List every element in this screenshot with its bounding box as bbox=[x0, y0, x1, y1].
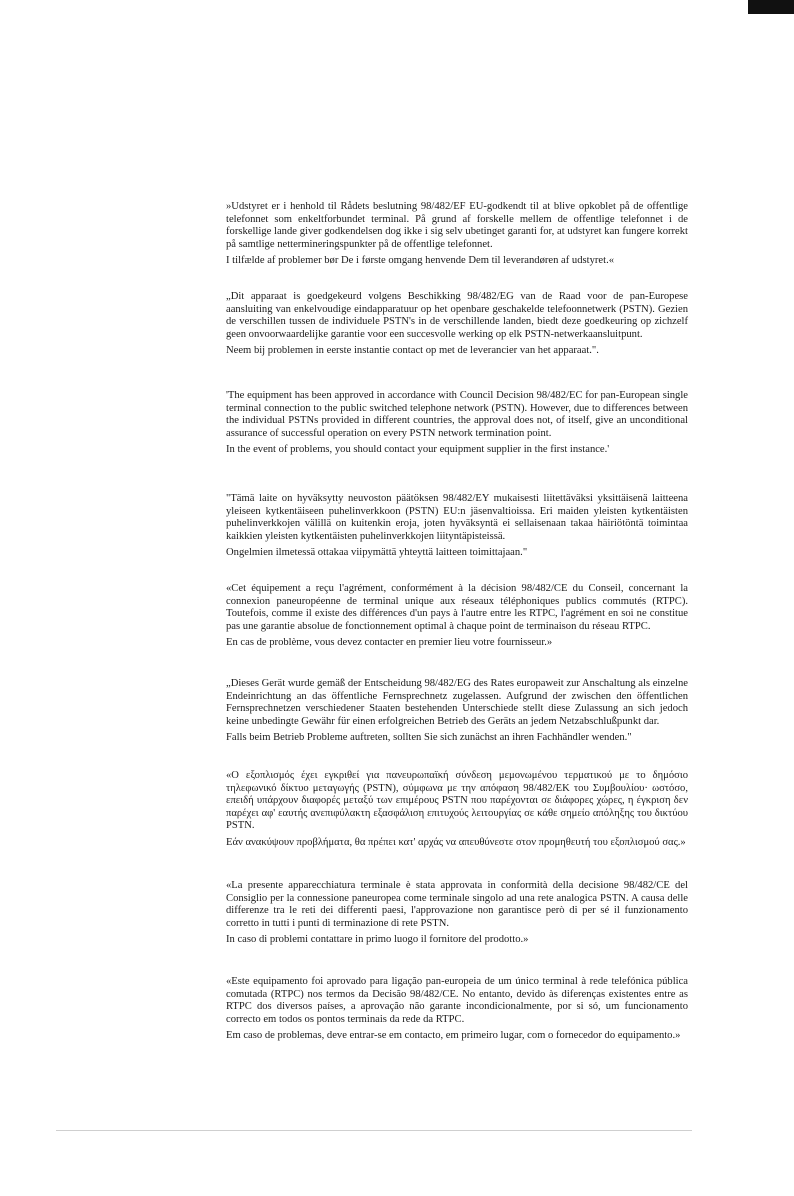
statement-greek bbox=[226, 770, 688, 854]
footer-divider bbox=[56, 1130, 692, 1131]
statement-english bbox=[226, 390, 688, 461]
statement-french bbox=[226, 583, 688, 654]
statement-german bbox=[226, 678, 688, 749]
statement-contact: Falls beim Betrieb Probleme auftreten, sollten Sie sich zunächst an ihren Fachhändler wenden." bbox=[226, 732, 632, 744]
statement-body: «Este equipamento foi aprovado para ligação pan-europeia de um único terminal à rede telefónica pública comutada (RTPC) nos termos da Decisão 98/482/CE. No entanto, devido às diferenças existentes entre as RTPC dos diversos países, a aprovação não garante incondicionalmente, por si só, um funcionamento correcto em todos os pontos terminais da rede da RTPC. bbox=[226, 976, 688, 1025]
statement-contact: I tilfælde af problemer bør De i første omgang henvende Dem til leverandøren af udstyret.« bbox=[226, 255, 615, 267]
statement-body: «La presente apparecchiatura terminale è stata approvata in conformità della decisione 98/482/CE del Consiglio per la connessione paneuropea come terminale singolo ad una rete analogica PSTN. A causa delle differenze tra le reti dei differenti paesi, l'approvazione non garantisce però di per sé il funzionamento corretto in tutti i punti di terminazione di rete PSTN. bbox=[226, 880, 688, 929]
statement-dutch bbox=[226, 291, 688, 362]
statement-body: „Dieses Gerät wurde gemäß der Entscheidung 98/482/EG des Rates europaweit zur Anschaltung als einzelne Endeinrichtung an das öffentliche Fernsprechnetz zugelassen. Aufgrund der zwischen den öffentlichen Fernsprechnetzen verschiedener Staaten bestehenden Unterschiede stellt diese Zulassung an sich jedoch keine unbedingte Gewähr für einen erfolgreichen Betrieb des Geräts an jedem Netzabschlußpunkt dar. bbox=[226, 678, 688, 727]
statement-contact: Em caso de problemas, deve entrar-se em contacto, em primeiro lugar, com o fornecedor do equipamento.» bbox=[226, 1030, 681, 1042]
statement-finnish bbox=[226, 493, 688, 564]
statement-body: »Udstyret er i henhold til Rådets beslutning 98/482/EF EU-godkendt til at blive opkoblet på de offentlige telefonnet som enkeltforbundet terminal. På grund af forskelle mellem de offentlige telefonnet i de forskellige lande giver godkendelsen dog ikke i sig selv ubetinget garanti for, at udstyret kan fungere korrekt på samtlige nettermineringspunkter på de offentlige telefonnet. bbox=[226, 201, 688, 250]
statement-body: "Tämä laite on hyväksytty neuvoston päätöksen 98/482/EY mukaisesti liitettäväksi yksittäisenä laitteena yleiseen kytkentäiseen puhelinverkkoon (PSTN) EU:n jäsenvaltioissa. Eri maiden yleisten kytkentäisten puhelinverkkojen välillä on kuitenkin eroja, joten hyväksyntä ei sellaisenaan takaa häiriötöntä toimintaa kaikkien yleisten kytkentäisten puhelinverkkojen liityntäpisteissä. bbox=[226, 493, 688, 542]
statement-contact: En cas de problème, vous devez contacter en premier lieu votre fournisseur.» bbox=[226, 637, 553, 649]
statement-danish bbox=[226, 201, 688, 272]
corner-black-bar bbox=[748, 0, 794, 14]
statement-italian bbox=[226, 880, 688, 951]
statement-contact: Εάν ανακύψουν προβλήματα, θα πρέπει κατ' αρχάς να απευθύνεστε στον προμηθευτή του εξοπλισμού σας.» bbox=[226, 836, 686, 848]
statement-contact: Neem bij problemen in eerste instantie contact op met de leverancier van het apparaat.". bbox=[226, 345, 599, 357]
statement-body: 'The equipment has been approved in accordance with Council Decision 98/482/EC for pan-European single terminal connection to the public switched telephone network (PSTN). However, due to differences between the individual PSTNs provided in different countries, the approval does not, of itself, give an unconditional assurance of successful operation on every PSTN network termination point. bbox=[226, 390, 688, 439]
statement-body: „Dit apparaat is goedgekeurd volgens Beschikking 98/482/EG van de Raad voor de pan-Europese aansluiting van enkelvoudige eindapparatuur op het openbare geschakelde telefoonnetwerk (PSTN). Gezien de verschillen tussen de individuele PSTN's in de verschillende landen, biedt deze goedkeuring op zichzelf geen onvoorwaardelijke garantie voor een succesvolle werking op elk PSTN-netwerkaansluitpunt. bbox=[226, 291, 688, 340]
statement-contact: In caso di problemi contattare in primo luogo il fornitore del prodotto.» bbox=[226, 934, 529, 946]
statement-portuguese bbox=[226, 976, 688, 1047]
statement-body: «Cet équipement a reçu l'agrément, conformément à la décision 98/482/CE du Conseil, concernant la connexion paneuropéenne de terminal unique aux réseaux téléphoniques publics commutés (RTPC). Toutefois, comme il existe des différences d'un pays à l'autre entre les RTPC, l'agrément en soi ne constitue pas une garantie absolue de fonctionnement optimal à chaque point de terminaison du réseau RTPC. bbox=[226, 583, 688, 632]
statement-body: «Ο εξοπλισμός έχει εγκριθεί για πανευρωπαϊκή σύνδεση μεμονωμένου τερματικού με το δημόσιο τηλεφωνικό δίκτυο μεταγωγής (PSTN), σύμφωνα με την απόφαση 98/482/ΕΚ του Συμβουλίου· ωστόσο, επειδή υπάρχουν διαφορές μεταξύ των επιμέρους PSTN που παρέχονται σε διάφορες χώρες, η έγκριση δεν παρέχει αφ' εαυτής ανεπιφύλακτη εξασφάλιση επιτυχούς λειτουργίας σε κάθε σημείο απόληξης του δικτύου PSTN. bbox=[226, 770, 688, 832]
statement-contact: Ongelmien ilmetessä ottakaa viipymättä yhteyttä laitteen toimittajaan." bbox=[226, 547, 528, 559]
statement-contact: In the event of problems, you should contact your equipment supplier in the first instance.' bbox=[226, 444, 610, 456]
